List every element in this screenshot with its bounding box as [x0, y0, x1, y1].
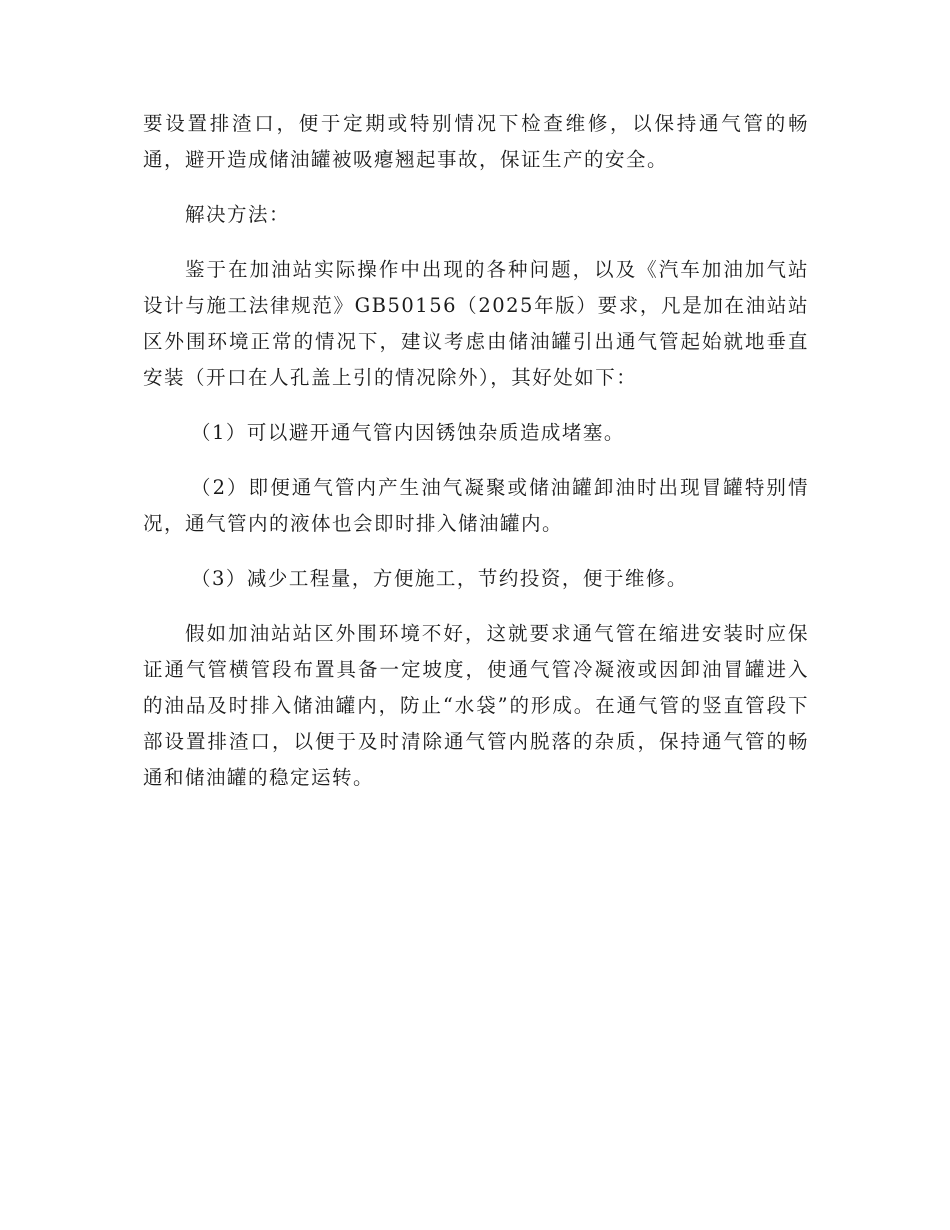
- paragraph-alternative: 假如加油站站区外围环境不好，这就要求通气管在缩进安装时应保证通气管横管段布置具备一定坡度，使通气管冷凝液或因卸油冒罐进入的油品及时排入储油罐内，防止“水袋”的形成。在通气管的竖直管段下部设置排渣口，以便于及时清除通气管内脱落的杂质，保持通气管的畅通和储油罐的稳定运转。: [143, 622, 809, 789]
- paragraph-continuation: 要设置排渣口，便于定期或特别情况下检查维修，以保持通气管的畅通，避开造成储油罐被吸瘪翘起事故，保证生产的安全。: [143, 112, 809, 171]
- document-body: [143, 106, 809, 815]
- paragraph-requirements: 鉴于在加油站实际操作中出现的各种问题，以及《汽车加油加气站设计与施工法律规范》GB50156（2025年版）要求，凡是加在油站站区外围环境正常的情况下，建议考虑由储油罐引出通气管起始就地垂直安装（开口在人孔盖上引的情况除外），其好处如下：: [143, 258, 809, 389]
- paragraph-solution-heading: 解决方法：: [185, 203, 291, 226]
- paragraph-benefit-3: （3）减少工程量，方便施工，节约投资，便于维修。: [191, 567, 688, 590]
- paragraph-benefit-1: （1）可以避开通气管内因锈蚀杂质造成堵塞。: [191, 421, 625, 444]
- paragraph-benefit-2: （2）即便通气管内产生油气凝聚或储油罐卸油时出现冒罐特别情况，通气管内的液体也会即时排入储油罐内。: [143, 476, 809, 535]
